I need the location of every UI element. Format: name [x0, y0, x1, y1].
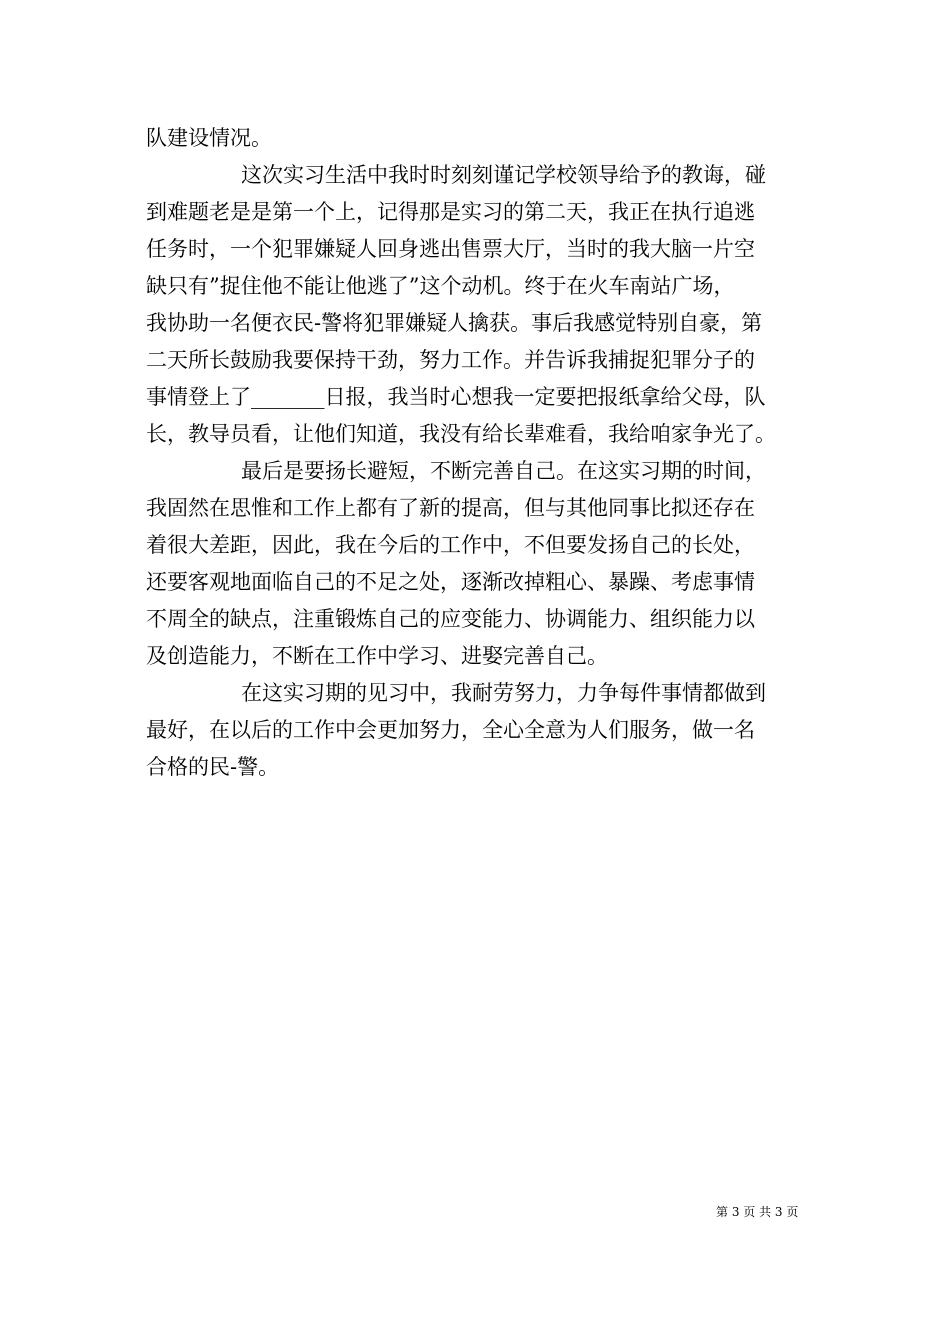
paragraph-line: 还要客观地面临自己的不足之处，逐渐改掉粗心、暴躁、考虑事情	[146, 570, 755, 594]
paragraph-line: 二天所长鼓励我要保持干劲，努力工作。并告诉我捕捉犯罪分子的	[146, 348, 755, 372]
paragraph-line: 着很大差距，因此，我在今后的工作中，不但要发扬自己的长处，	[146, 533, 755, 557]
paragraph-line: 我协助一名便衣民-警将犯罪嫌疑人擒获。事后我感觉特别自豪，第	[146, 311, 763, 335]
paragraph-line: 任务时，一个犯罪嫌疑人回身逃出售票大厅，当时的我大脑一片空	[146, 237, 755, 261]
paragraph-line: 我固然在思惟和工作上都有了新的提高，但与其他同事比拟还存在	[146, 496, 755, 520]
paragraph-line: 在这实习期的见习中，我耐劳努力，力争每件事情都做到	[241, 681, 766, 705]
paragraph-line: 最好，在以后的工作中会更加努力，全心全意为人们服务，做一名	[146, 718, 755, 742]
paragraph-line: 到难题老是是第一个上，记得那是实习的第二天，我正在执行追逃	[146, 200, 755, 224]
paragraph-line: 队建设情况。	[146, 126, 272, 150]
paragraph-line: 事情登上了_______日报，我当时心想我一定要把报纸拿给父母，队	[146, 385, 766, 409]
paragraph-line: 长，教导员看，让他们知道，我没有给长辈难看，我给咱家争光了。	[146, 422, 776, 446]
page-number-footer: 第 3 页 共 3 页	[716, 1205, 799, 1219]
paragraph-line: 这次实习生活中我时时刻刻谨记学校领导给予的教诲，碰	[241, 163, 766, 187]
paragraph-line: 最后是要扬长避短，不断完善自己。在这实习期的时间，	[241, 459, 766, 483]
paragraph-line: 合格的民-警。	[146, 755, 280, 779]
paragraph-line: 缺只有”捉住他不能让他逃了”这个动机。终于在火车南站广场，	[146, 274, 735, 298]
document-body	[146, 120, 812, 786]
paragraph-line: 及创造能力，不断在工作中学习、进娶完善自己。	[146, 644, 608, 668]
paragraph-line: 不周全的缺点，注重锻炼自己的应变能力、协调能力、组织能力以	[146, 607, 755, 631]
